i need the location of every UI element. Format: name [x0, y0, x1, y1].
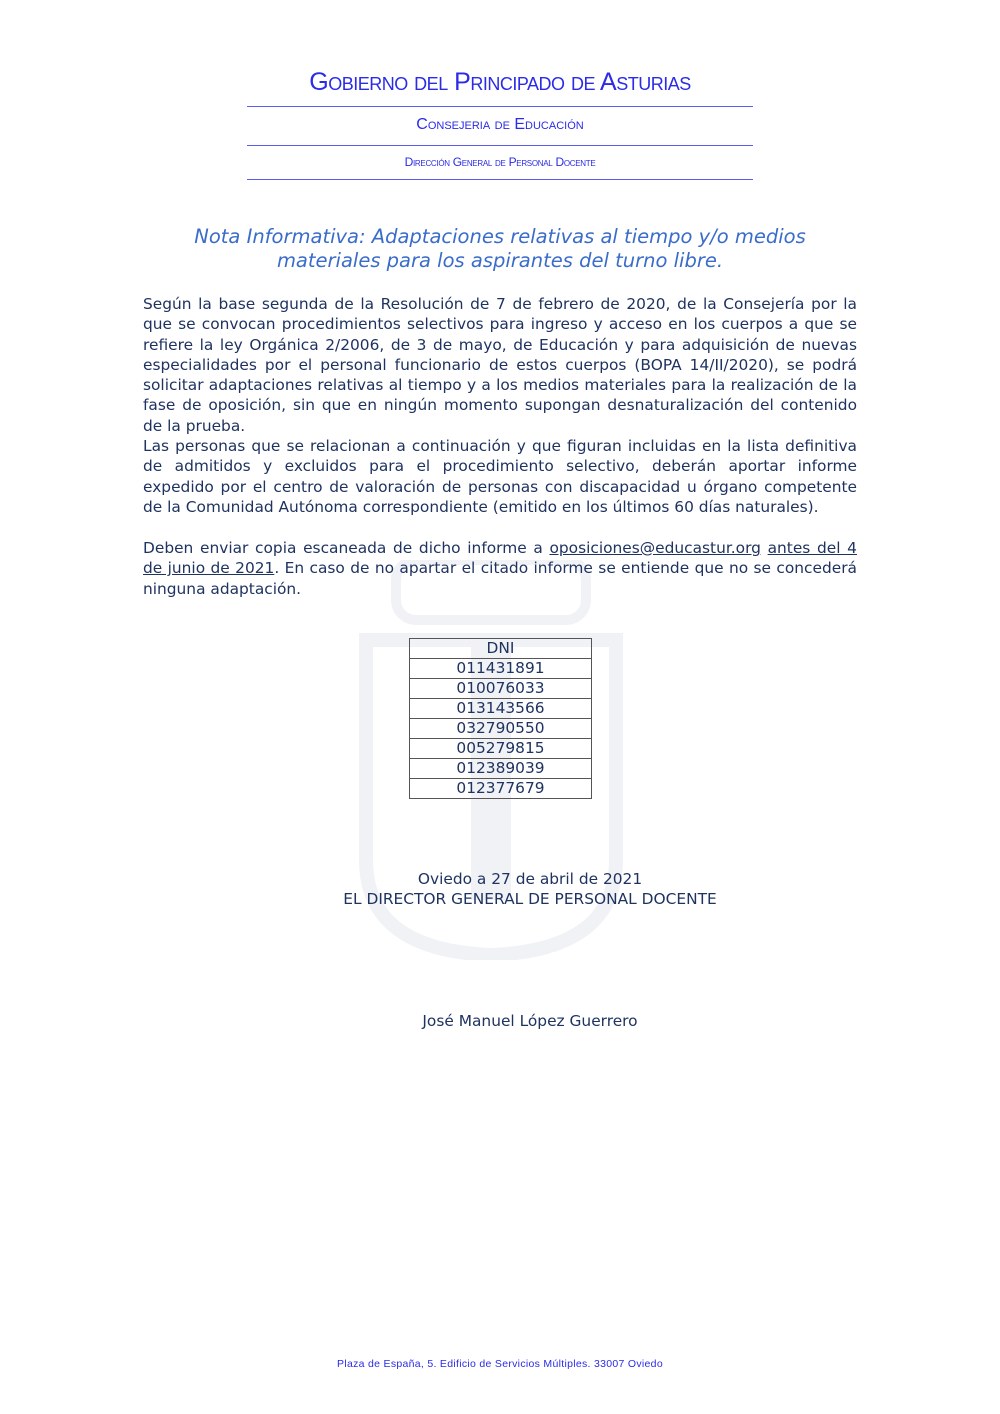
document-title: Nota Informativa: Adaptaciones relativas al tiempo y/o medios materiales para los aspirantes del turno libre. [194, 225, 806, 272]
footer-address: Plaza de España, 5. Edificio de Servicios Múltiples. 33007 Oviedo [337, 1358, 663, 1370]
dni-cell: 032790550 [410, 719, 592, 739]
dni-cell: 010076033 [410, 679, 592, 699]
signatory-role: EL DIRECTOR GENERAL DE PERSONAL DOCENTE [343, 890, 717, 908]
paragraph-1: Según la base segunda de la Resolución de 7 de febrero de 2020, de la Consejería por la que se convocan procedimientos selectivos para ingreso y acceso en los cuerpos a que se refiere la ley Orgánica 2/2006, de 3 de mayo, de Educación y para adquisición de nuevas especialidades por el personal funcionario de estos cuerpos (BOPA 14/II/2020), se podrá solicitar adaptaciones relativas al tiempo y a los medios materiales para la realización de la fase de oposición, sin que en ningún momento supongan desnaturalización del contenido de la prueba. [143, 295, 857, 435]
header-divider [247, 145, 753, 146]
dni-cell: 005279815 [410, 739, 592, 759]
paragraph-3-start: Deben enviar copia escaneada de dicho informe a [143, 539, 550, 557]
table-row [410, 759, 592, 779]
dni-cell: 013143566 [410, 699, 592, 719]
table-row [410, 739, 592, 759]
paragraph-3-end: . En caso de no apartar el citado informe se entiende que no se concederá ninguna adaptación. [143, 559, 857, 598]
dni-cell: 012389039 [410, 759, 592, 779]
header-divider [247, 179, 753, 180]
header-directorate: Dirección General de Personal Docente [404, 155, 596, 169]
signatory-name: José Manuel López Guerrero [422, 1012, 638, 1030]
place-date: Oviedo a 27 de abril de 2021 [417, 870, 643, 888]
table-row [410, 679, 592, 699]
dni-cell: 012377679 [410, 779, 592, 799]
table-row [410, 659, 592, 679]
dni-cell: 011431891 [410, 659, 592, 679]
table-header-dni: DNI [410, 639, 592, 659]
table-row [410, 779, 592, 799]
table-row [410, 719, 592, 739]
deadline-text: antes del 4 de junio de 2021 [143, 539, 857, 578]
dni-table [409, 638, 592, 799]
table-row [410, 699, 592, 719]
header-divider [247, 106, 753, 107]
paragraph-3 [143, 538, 857, 599]
header-government: Gobierno del Principado de Asturias [309, 68, 691, 96]
header-department: Consejeria de Educación [416, 116, 584, 133]
paragraph-2: Las personas que se relacionan a continuación y que figuran incluidas en la lista definitiva de admitidos y excluidos para el procedimiento selectivo, deberán aportar informe expedido por el centro de valoración de personas con discapacidad u órgano competente de la Comunidad Autónoma correspondiente (emitido en los últimos 60 días naturales). [143, 437, 857, 516]
email-link[interactable]: oposiciones@educastur.org [549, 539, 761, 557]
